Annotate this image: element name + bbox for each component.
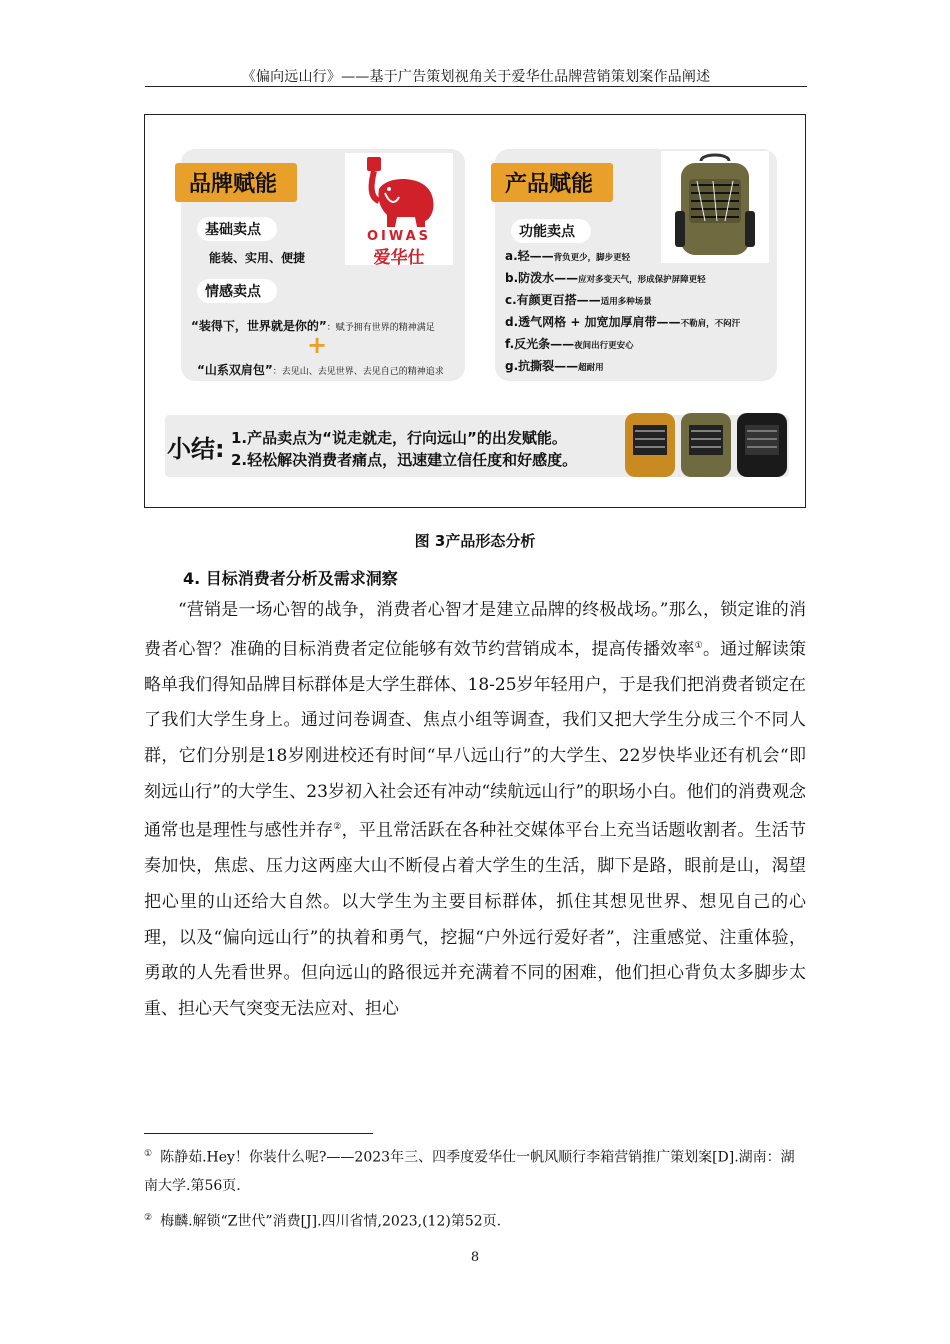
feature-main: f.反光条—— xyxy=(505,337,575,351)
footnote-mark: ② xyxy=(144,1213,153,1223)
product-empowerment-tag: 产品赋能 xyxy=(491,163,613,202)
feature-item xyxy=(505,357,604,374)
footnote-two xyxy=(144,1204,804,1236)
basic-selling-point-text: 能装、实用、便捷 xyxy=(209,251,306,265)
summary-title: 小结: xyxy=(167,435,225,463)
footnote-ref-two: ② xyxy=(333,822,342,833)
plus-icon: + xyxy=(307,331,328,359)
feature-main: g.抗撕裂—— xyxy=(505,359,579,373)
emotional-selling-point-label: 情感卖点 xyxy=(197,279,277,303)
feature-item xyxy=(505,247,630,264)
feature-desc: 背负更少，脚步更轻 xyxy=(553,253,631,263)
running-header: 《偏向远山行》——基于广告策划视角关于爱华仕品牌营销策划案作品阐述 xyxy=(241,69,711,85)
summary-line-two: 2.轻松解决消费者痛点，迅速建立信任度和好感度。 xyxy=(231,451,578,469)
feature-desc: 不勒肩，不闷汗 xyxy=(680,319,741,329)
feature-item xyxy=(505,269,706,286)
footnote-text: 梅麟.解锁“Z世代”消费[J].四川省情,2023,(12)第52页. xyxy=(160,1213,502,1230)
feature-desc: 超耐用 xyxy=(578,363,604,373)
footnote-ref-one: ① xyxy=(694,640,703,651)
slogan-one-desc: ：赋予拥有世界的精神满足 xyxy=(326,323,435,333)
feature-item xyxy=(505,313,740,330)
basic-selling-point-label: 基础卖点 xyxy=(197,217,277,241)
footnote-divider xyxy=(144,1133,373,1134)
figure-caption: 图 3产品形态分析 xyxy=(414,532,536,550)
oiwas-logo xyxy=(345,153,453,268)
product-empowerment-panel xyxy=(495,149,777,381)
feature-desc: 适用多种场景 xyxy=(600,297,652,307)
logo-chinese-name: 爱华仕 xyxy=(373,248,425,268)
section-heading: 4. 目标消费者分析及需求洞察 xyxy=(183,569,398,588)
body-text-part-three: ，平且常活跃在各种社交媒体平台上充当话题收割者。生活节奏加快，焦虑、压力这两座大山不断侵占着大学生的生活，脚下是路，眼前是山，渴望把心里的山还给大自然。以大学生为主要目标群体，抓住其想见世界、想见自己的心理，以及“偏向远山行”的执着和勇气，挖掘“户外远行爱好者”，注重感觉、注重体验，勇敢的人先看世界。但向远山的路很远并充满着不同的困难，他们担心背负太多脚步太重、担心天气突变无法应对、担心 xyxy=(144,820,806,1019)
summary-line-one: 1.产品卖点为“说走就走，行向远山”的出发赋能。 xyxy=(231,429,567,447)
body-text-part-two: 。通过解读策略单我们得知品牌目标群体是大学生群体、18-25岁年轻用户，于是我们把消费者锁定在了我们大学生身上。通过问卷调查、焦点小组等调查，我们又把大学生分成三个不同人群，它们分别是18岁刚进校还有时间“早八远山行”的大学生、22岁快毕业还有机会“即刻远山行”的大学生、23岁初入社会还有冲动“续航远山行”的职场小白。他们的消费观念通常也是理性与感性并存 xyxy=(144,639,806,841)
product-analysis-figure xyxy=(144,114,806,508)
feature-main: a.轻—— xyxy=(505,249,554,263)
page-number: 8 xyxy=(470,1250,480,1265)
body-paragraph xyxy=(144,593,806,1027)
feature-desc: 应对多变天气，形成保护屏障更轻 xyxy=(578,275,706,285)
backpack-image xyxy=(661,151,769,263)
header-divider xyxy=(145,86,807,87)
slogan-two-quote: “山系双肩包” xyxy=(197,363,273,377)
function-selling-point-label: 功能卖点 xyxy=(511,219,591,243)
slogan-one-quote: “装得下，世界就是你的” xyxy=(191,319,327,333)
footnote-mark: ① xyxy=(144,1149,153,1159)
feature-main: b.防泼水—— xyxy=(505,271,579,285)
feature-desc: 夜间出行更安心 xyxy=(574,341,634,351)
summary-strip xyxy=(165,415,789,477)
feature-item xyxy=(505,291,652,308)
backpack-icon xyxy=(661,151,769,263)
backpack-trio-icon xyxy=(621,407,791,479)
slogan-two xyxy=(197,361,444,378)
footnote-one xyxy=(144,1140,804,1200)
feature-main: c.有颜更百搭—— xyxy=(505,293,601,307)
logo-wordmark: OIWAS xyxy=(366,229,432,244)
feature-item xyxy=(505,335,634,352)
feature-main: d.透气网格 + 加宽加厚肩带—— xyxy=(505,315,681,329)
brand-empowerment-panel xyxy=(181,149,465,381)
brand-empowerment-tag: 品牌赋能 xyxy=(175,163,297,202)
body-text-part-one: “营销是一场心智的战争，消费者心智才是建立品牌的终极战场。”那么，锁定谁的消费者心智？准确的目标消费者定位能够有效节约营销成本，提高传播效率 xyxy=(144,600,806,660)
footnote-text: 陈静茹.Hey！你装什么呢?——2023年三、四季度爱华仕一帆风顺行李箱营销推广策划案[D].湖南：湖南大学.第56页. xyxy=(144,1149,795,1194)
slogan-two-desc: ：去见山、去见世界、去见自己的精神追求 xyxy=(272,367,444,377)
